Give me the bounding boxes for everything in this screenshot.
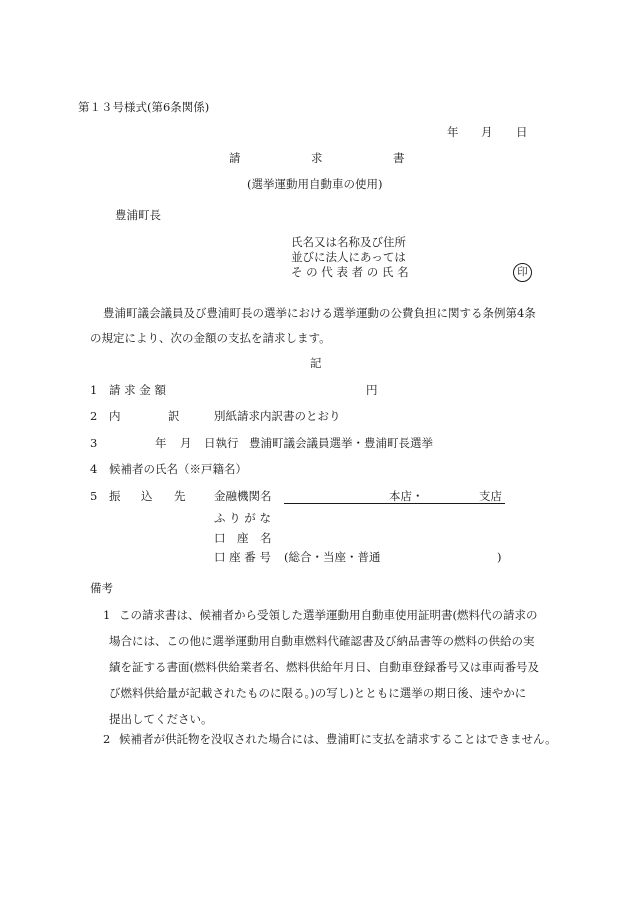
claimant-line-3: そ の 代 表 者 の 氏 名 bbox=[291, 265, 409, 279]
item-3-day: 日執行 bbox=[204, 436, 239, 450]
item-3-number: 3 bbox=[90, 436, 98, 450]
addressee: 豊浦町長 bbox=[115, 208, 161, 222]
date-month-label: 月 bbox=[481, 125, 493, 139]
subtitle: (選挙運動用自動車の使用) bbox=[247, 177, 383, 191]
item-1-number: 1 bbox=[90, 383, 98, 397]
title-char-1: 請 bbox=[229, 151, 241, 165]
date-year-label: 年 bbox=[447, 125, 459, 139]
item-5-number: 5 bbox=[90, 489, 98, 503]
bank-name-label: 金融機関名 bbox=[214, 489, 272, 503]
item-1-unit: 円 bbox=[366, 383, 378, 397]
seal-label: 印 bbox=[513, 263, 532, 282]
claimant-line-2: 並びに法人にあっては bbox=[291, 250, 406, 264]
item-2-value: 別紙請求内訳書のとおり bbox=[214, 409, 341, 423]
item-5-label-b: 込 bbox=[141, 489, 153, 503]
item-3-year: 年 bbox=[155, 436, 167, 450]
item-5-label-c: 先 bbox=[174, 489, 186, 503]
remark-1-line-3: 績を証する書面(燃料供給業者名、燃料供給年月日、自動車登録番号又は車両番号及 bbox=[109, 660, 539, 674]
remark-1-line-1: この請求書は、候補者から受領した選挙運動用自動車使用証明書(燃料代の請求の bbox=[119, 608, 538, 622]
branch-label: 支店 bbox=[479, 489, 502, 503]
account-type-close: ) bbox=[497, 550, 502, 564]
item-5-label-a: 振 bbox=[109, 489, 121, 503]
claimant-line-1: 氏名又は名称及び住所 bbox=[291, 235, 406, 249]
remark-1-line-5: 提出してください。 bbox=[109, 712, 213, 726]
remark-2-number: 2 bbox=[103, 732, 111, 746]
account-type-options: (総合・当座・普通 bbox=[284, 550, 381, 564]
seal-mark bbox=[513, 263, 532, 282]
remarks-heading: 備考 bbox=[90, 581, 113, 595]
body-line-2: の規定により、次の金額の支払を請求します。 bbox=[90, 331, 331, 345]
branch-main-label: 本店・ bbox=[389, 489, 424, 503]
ki-heading: 記 bbox=[310, 356, 322, 370]
item-4-label: 候補者の氏名（※戸籍名） bbox=[109, 462, 247, 476]
item-2-number: 2 bbox=[90, 409, 98, 423]
item-1-label: 請 求 金 額 bbox=[109, 383, 166, 397]
body-line-1: 豊浦町議会議員及び豊浦町長の選挙における選挙運動の公費負担に関する条例第4条 bbox=[103, 306, 536, 320]
form-number: 第１３号様式(第6条関係) bbox=[78, 100, 210, 114]
item-2-label-b: 訳 bbox=[168, 409, 180, 423]
remark-1-number: 1 bbox=[103, 608, 111, 622]
account-number-label: 口 座 番 号 bbox=[214, 550, 271, 564]
item-3-value: 豊浦町議会議員選挙・豊浦町長選挙 bbox=[249, 436, 433, 450]
date-day-label: 日 bbox=[516, 125, 528, 139]
title-char-2: 求 bbox=[311, 151, 323, 165]
item-4-number: 4 bbox=[90, 462, 98, 476]
remark-2-line-1: 候補者が供託物を没収された場合には、豊浦町に支払を請求することはできません。 bbox=[119, 732, 557, 746]
remark-1-line-2: 場合には、この他に選挙運動用自動車燃料代確認書及び納品書等の燃料の供給の実 bbox=[109, 634, 535, 648]
remark-1-line-4: び燃料供給量が記載されたものに限る。)の写し)とともに選挙の期日後、速やかに bbox=[109, 686, 527, 700]
furigana-label: ふ り が な bbox=[214, 511, 271, 525]
item-3-month: 月 bbox=[180, 436, 192, 450]
account-name-label: 口 座 名 bbox=[214, 531, 272, 545]
bank-name-underline bbox=[284, 503, 505, 504]
title-char-3: 書 bbox=[393, 151, 405, 165]
item-2-label-a: 内 bbox=[109, 409, 121, 423]
